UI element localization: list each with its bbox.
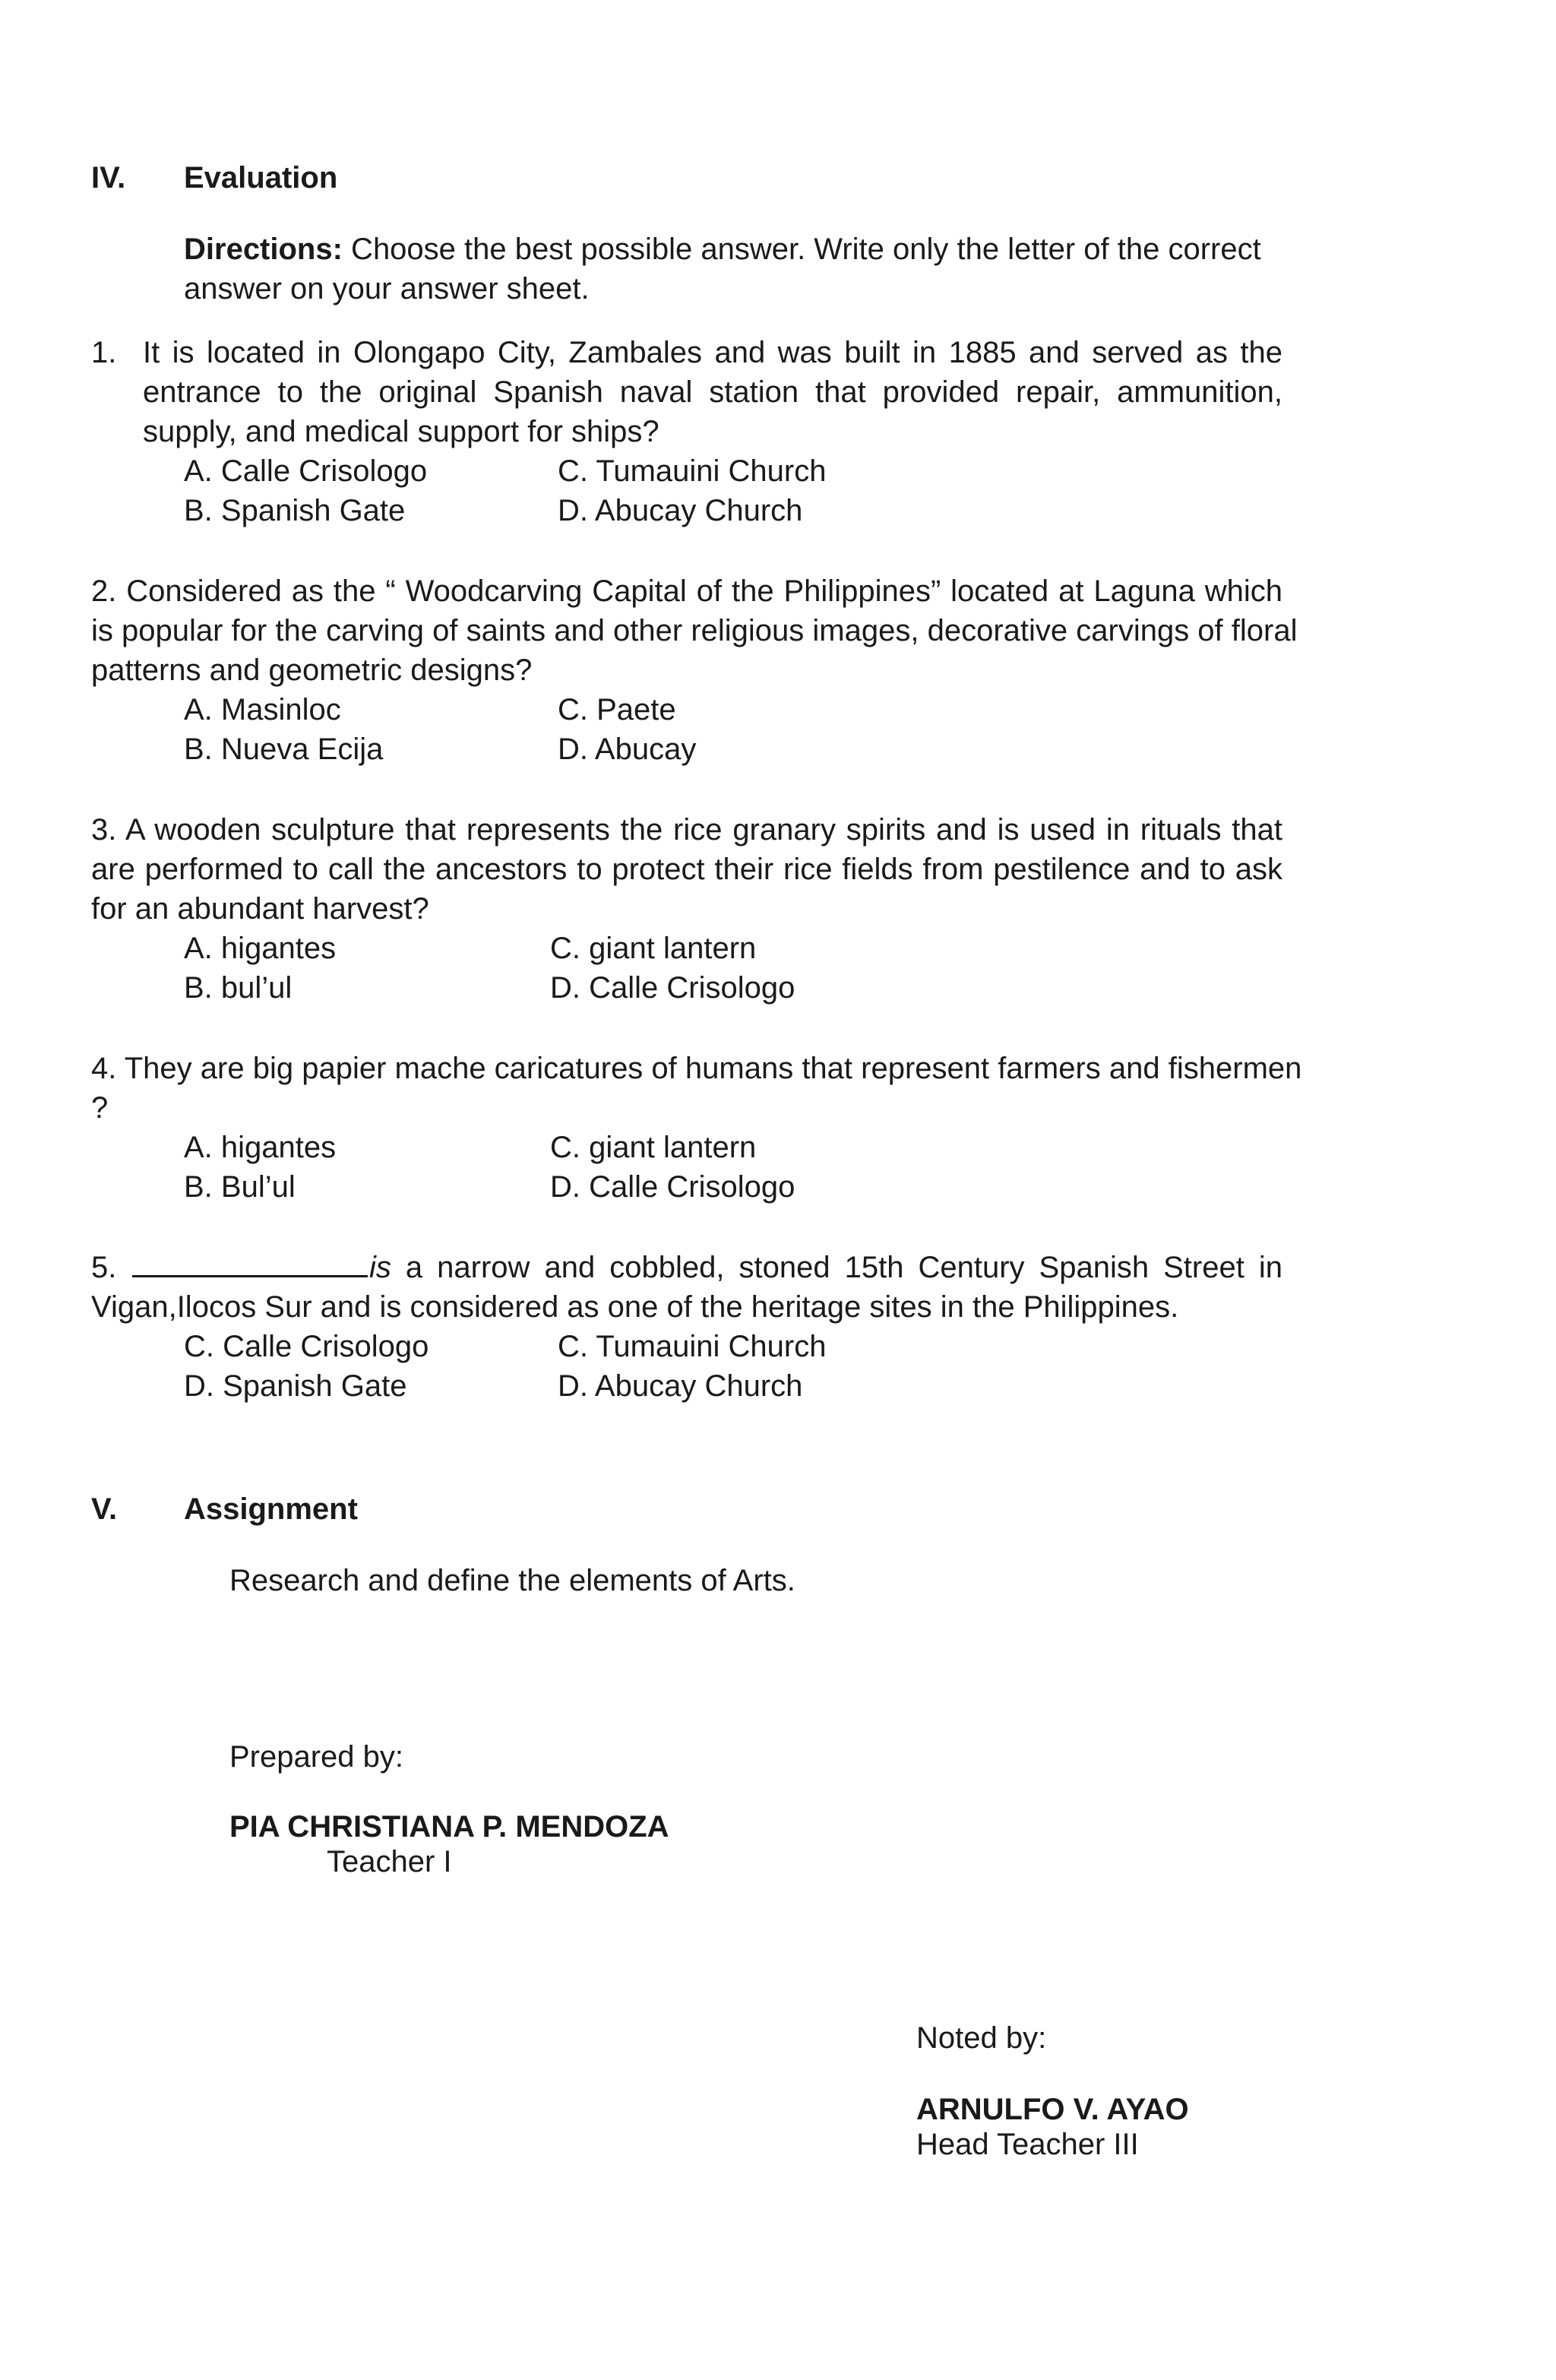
section-title: Assignment <box>184 1492 358 1526</box>
question-4-line: 4. They are big papier mache caricatures of humans that represent farmers and fishermen <box>91 1052 1302 1085</box>
question-5-number: 5. <box>91 1251 117 1284</box>
option: C. giant lantern <box>550 1131 757 1164</box>
prepared-name: PIA CHRISTIANA P. MENDOZA <box>229 1810 669 1844</box>
noted-label: Noted by: <box>916 2021 1047 2055</box>
question-5-line <box>369 1248 1282 1287</box>
option: D. Abucay Church <box>558 1369 803 1403</box>
option: B. Bul’ul <box>184 1170 296 1204</box>
question-1-line: entrance to the original Spanish naval station that provided repair, ammunition, <box>143 375 1282 409</box>
option: A. higantes <box>184 932 337 965</box>
question-5-italic: is <box>369 1251 391 1284</box>
option: C. Paete <box>558 693 676 726</box>
option: B. bul’ul <box>184 971 293 1005</box>
question-3-line: for an abundant harvest? <box>91 892 429 926</box>
question-1-number: 1. <box>91 336 117 369</box>
directions-text-continued: answer on your answer sheet. <box>184 272 590 305</box>
directions <box>184 229 1261 269</box>
question-5-line: Vigan,Ilocos Sur and is considered as one of the heritage sites in the Philippines. <box>91 1290 1179 1324</box>
option: D. Abucay <box>558 733 697 766</box>
section-numeral: IV. <box>91 161 126 195</box>
question-2-line: 2. Considered as the “ Woodcarving Capital of the Philippines” located at Laguna which <box>91 574 1282 608</box>
directions-label: Directions: <box>184 233 343 266</box>
noted-role: Head Teacher III <box>916 2128 1139 2161</box>
question-3-line: are performed to call the ancestors to protect their rice fields from pestilence and to ask <box>91 853 1282 886</box>
option: B. Spanish Gate <box>184 494 406 527</box>
section-numeral: V. <box>91 1492 118 1526</box>
answer-blank <box>132 1248 369 1287</box>
option: D. Spanish Gate <box>184 1369 407 1403</box>
section-title: Evaluation <box>184 161 338 195</box>
option: A. Masinloc <box>184 693 341 726</box>
option: A. Calle Crisologo <box>184 454 428 488</box>
assignment-text: Research and define the elements of Arts. <box>229 1564 795 1597</box>
question-1-line: It is located in Olongapo City, Zambales and was built in 1885 and served as the <box>143 336 1282 369</box>
question-2-line: is popular for the carving of saints and other religious images, decorative carvings of floral <box>91 614 1298 647</box>
question-5-rest: a narrow and cobbled, stoned 15th Century Spanish Street in <box>391 1251 1282 1284</box>
option: D. Abucay Church <box>558 494 803 527</box>
option: D. Calle Crisologo <box>550 971 795 1005</box>
question-4-line: ? <box>91 1091 109 1125</box>
option: A. higantes <box>184 1131 337 1164</box>
prepared-role: Teacher I <box>327 1845 452 1878</box>
option: C. Tumauini Church <box>558 1330 827 1363</box>
noted-name: ARNULFO V. AYAO <box>916 2093 1189 2126</box>
option: D. Calle Crisologo <box>550 1170 795 1204</box>
option: C. Tumauini Church <box>558 454 827 488</box>
option: C. Calle Crisologo <box>184 1330 429 1363</box>
prepared-label: Prepared by: <box>229 1740 404 1774</box>
question-2-line: patterns and geometric designs? <box>91 654 533 687</box>
directions-text: Choose the best possible answer. Write only the letter of the correct <box>342 233 1261 266</box>
option: B. Nueva Ecija <box>184 733 384 766</box>
option: C. giant lantern <box>550 932 757 965</box>
question-3-line: 3. A wooden sculpture that represents the rice granary spirits and is used in rituals that <box>91 813 1282 847</box>
question-1-line: supply, and medical support for ships? <box>143 415 659 448</box>
